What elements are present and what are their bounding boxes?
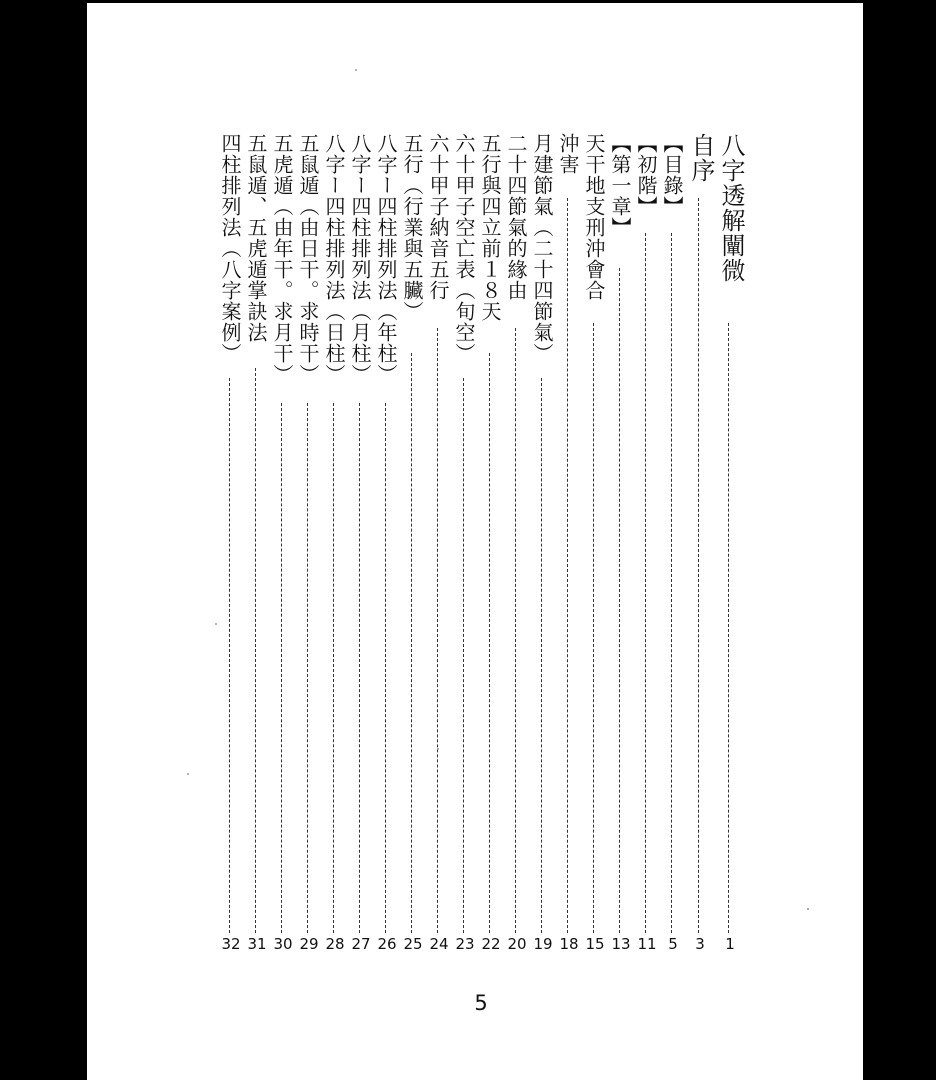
toc-entry-8: [504, 133, 530, 933]
toc-entry-9: [478, 133, 504, 933]
dotted-leader: [359, 403, 360, 933]
dotted-leader: [437, 328, 438, 933]
dotted-leader: [698, 198, 699, 933]
scan-speck: [215, 623, 217, 625]
toc-page-number: 18: [559, 935, 579, 953]
dotted-leader: [515, 328, 516, 933]
dotted-leader: [333, 403, 334, 933]
toc-title: 天干地支刑沖會合: [582, 133, 606, 301]
toc-title: 五鼠遁、五虎遁掌訣法: [244, 133, 268, 343]
toc-page-number: 25: [403, 935, 423, 953]
toc-title: 八字ー四柱排列法（年柱）: [374, 133, 398, 385]
toc-page-number: 1: [725, 935, 735, 953]
toc-title: 六十甲子空亡表（旬空）: [452, 133, 476, 364]
toc-title: 八字透解闡微: [717, 133, 745, 283]
toc-page-number: 30: [273, 935, 293, 953]
toc-entry-7: [530, 133, 556, 933]
scan-speck: [355, 69, 357, 71]
toc-page-number: 31: [247, 935, 267, 953]
scan-speck: [437, 748, 439, 750]
toc-page-number: 23: [455, 935, 475, 953]
toc-entry-10: [452, 133, 478, 933]
toc-title: 五行與四立前１８天: [478, 133, 502, 322]
book-page: [87, 3, 863, 1080]
toc-page-number: 15: [585, 935, 605, 953]
toc-title: 五鼠遁（由日干。求時干）: [296, 133, 320, 385]
toc-title: 沖害: [556, 133, 580, 175]
toc-title: 自序: [687, 133, 715, 183]
dotted-leader: [307, 403, 308, 933]
toc-title: 二十四節氣的緣由: [504, 133, 528, 301]
toc-entry-14: [348, 133, 374, 933]
dotted-leader: [593, 323, 594, 933]
scan-speck: [807, 908, 809, 910]
toc-page-number: 29: [299, 935, 319, 953]
toc-page-number: 13: [611, 935, 631, 953]
toc-entry-2: [660, 133, 686, 933]
toc-entry-17: [270, 133, 296, 933]
dotted-leader: [385, 403, 386, 933]
toc-title: 五虎遁（由年干。求月干）: [270, 133, 294, 385]
toc-page-number: 24: [429, 935, 449, 953]
toc-entry-5: [582, 133, 608, 933]
toc-entry-11: [426, 133, 452, 933]
toc-entry-3: [634, 133, 660, 933]
toc-title: 【目錄】: [660, 133, 684, 217]
dotted-leader: [671, 233, 672, 933]
toc-page-number: 22: [481, 935, 501, 953]
dotted-leader: [728, 323, 729, 933]
dotted-leader: [255, 368, 256, 933]
dotted-leader: [489, 353, 490, 933]
toc-entry-19: [218, 133, 244, 933]
toc-title: 八字ー四柱排列法（日柱）: [322, 133, 346, 385]
toc-title: 五行（行業與五臟）: [400, 133, 424, 322]
toc-title: 八字ー四柱排列法（月柱）: [348, 133, 372, 385]
dotted-leader: [463, 378, 464, 933]
toc-entry-12: [400, 133, 426, 933]
dotted-leader: [411, 353, 412, 933]
toc-title: 四柱排列法（八字案例）: [218, 133, 242, 364]
toc-title: 六十甲子納音五行: [426, 133, 450, 301]
toc-page-number: 26: [377, 935, 397, 953]
toc-page-number: 5: [668, 935, 678, 953]
toc-entry-0: [717, 133, 743, 933]
toc-entry-6: [556, 133, 582, 933]
toc-entry-4: [608, 133, 634, 933]
toc-page-number: 32: [221, 935, 241, 953]
toc-page-number: 20: [507, 935, 527, 953]
toc-page-number: 28: [325, 935, 345, 953]
toc-title: 【第一章】: [608, 133, 632, 238]
toc-entry-15: [322, 133, 348, 933]
toc-page-number: 27: [351, 935, 371, 953]
dotted-leader: [619, 268, 620, 933]
dotted-leader: [567, 198, 568, 933]
toc-page-number: 19: [533, 935, 553, 953]
dotted-leader: [541, 378, 542, 933]
toc-page-number: 3: [695, 935, 705, 953]
page-number: 5: [474, 991, 488, 1015]
toc-entry-13: [374, 133, 400, 933]
dotted-leader: [229, 378, 230, 933]
toc-entry-16: [296, 133, 322, 933]
toc-title: 【初階】: [634, 133, 658, 217]
dotted-leader: [645, 233, 646, 933]
toc-title: 月建節氣（二十四節氣）: [530, 133, 554, 364]
toc-entry-1: [687, 133, 713, 933]
toc-page-number: 11: [637, 935, 657, 953]
scan-speck: [187, 773, 189, 775]
dotted-leader: [281, 403, 282, 933]
toc-entry-18: [244, 133, 270, 933]
